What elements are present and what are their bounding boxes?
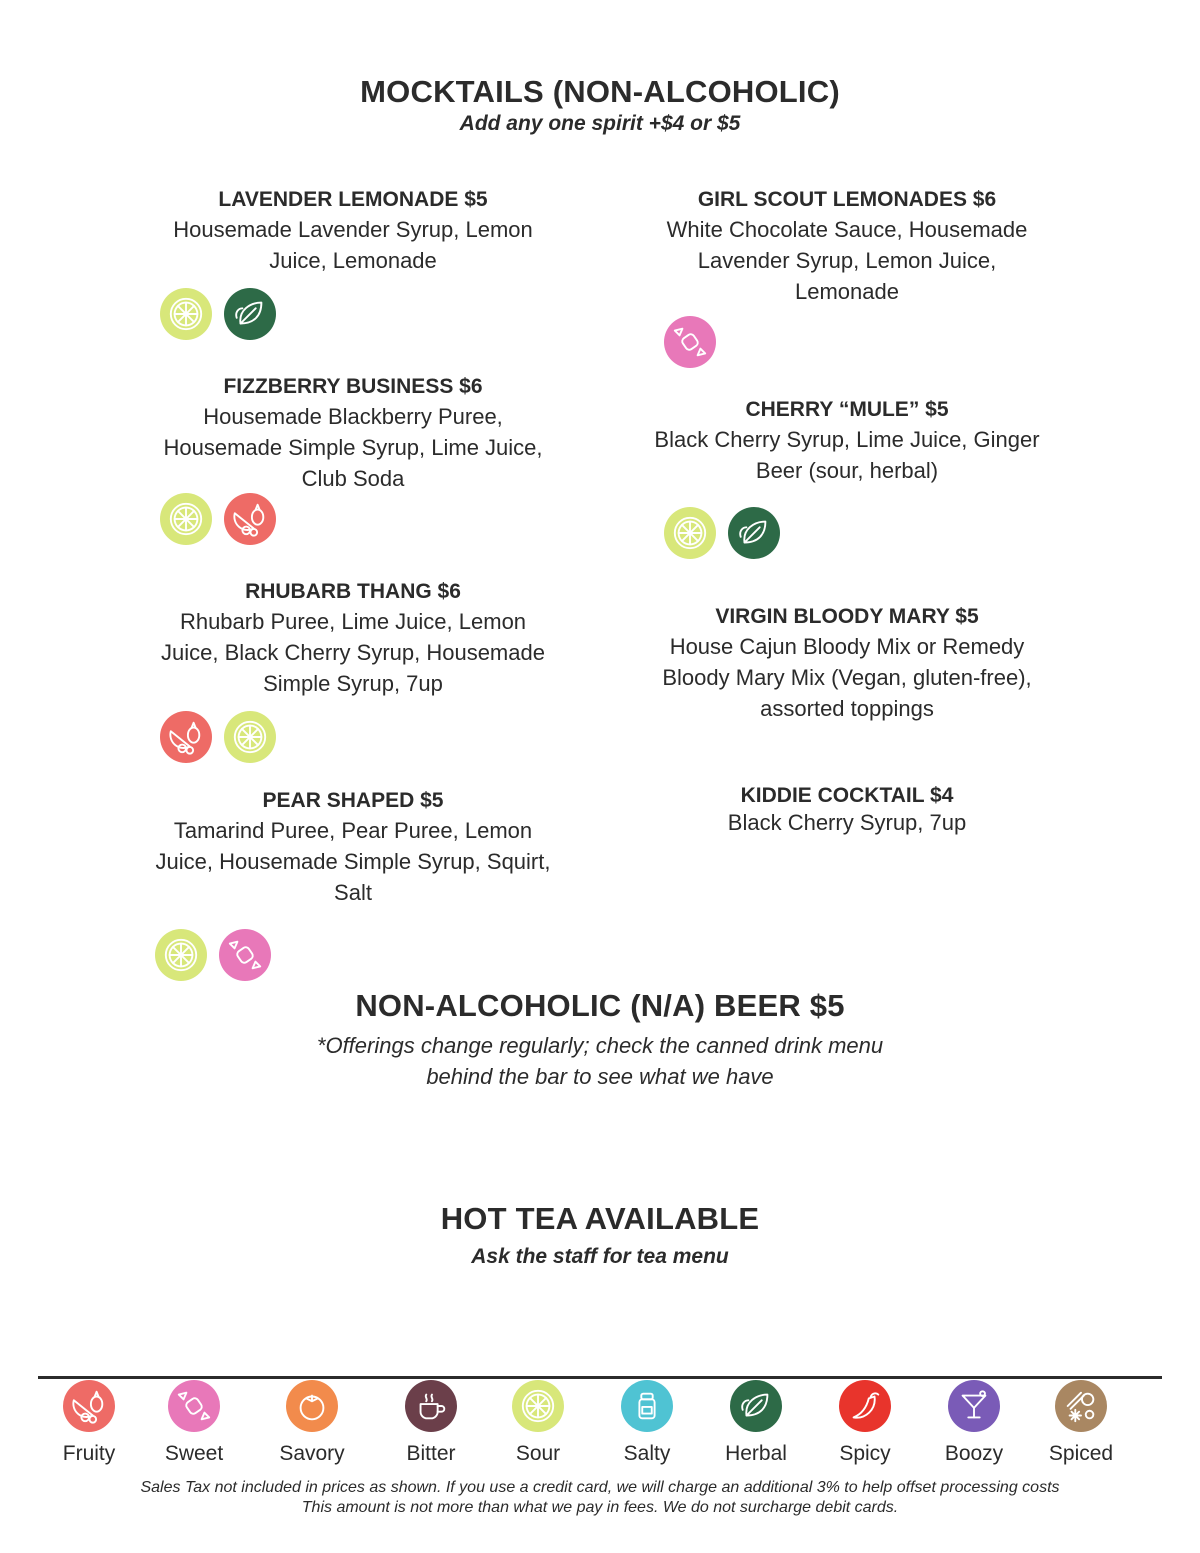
item-desc-line: Juice, Housemade Simple Syrup, Squirt, <box>155 849 551 874</box>
menu-item-fizzberry-business <box>128 373 578 494</box>
menu-item-pear-shaped <box>128 787 578 908</box>
legend-fruity <box>34 1380 144 1466</box>
legend-boozy <box>919 1380 1029 1466</box>
item-flavor-icons <box>664 316 716 368</box>
lime-slice-icon <box>224 711 276 763</box>
item-title: LAVENDER LEMONADE $5 <box>218 188 488 211</box>
lime-slice-icon <box>512 1380 564 1432</box>
legend-label: Bitter <box>406 1442 456 1465</box>
legend-label: Herbal <box>725 1442 787 1465</box>
legend-label: Sweet <box>164 1442 224 1465</box>
chili-pepper-icon <box>839 1380 891 1432</box>
item-flavor-icons <box>664 507 780 559</box>
spice-icon <box>1055 1380 1107 1432</box>
item-desc-line: Lemonade <box>795 279 899 304</box>
beer-note-line: behind the bar to see what we have <box>426 1064 774 1089</box>
item-title: FIZZBERRY BUSINESS $6 <box>223 375 483 398</box>
item-desc-line: Salt <box>334 880 372 905</box>
tomato-icon <box>286 1380 338 1432</box>
lime-slice-icon <box>155 929 207 981</box>
menu-item-virgin-bloody-mary <box>622 603 1072 724</box>
lime-slice-icon <box>664 507 716 559</box>
legend-label: Sour <box>515 1442 561 1465</box>
legend-label: Spiced <box>1048 1442 1114 1465</box>
item-flavor-icons <box>155 929 271 981</box>
item-desc-line: Lavender Syrup, Lemon Juice, <box>697 248 997 273</box>
item-title: CHERRY “MULE” $5 <box>745 398 949 421</box>
legend-salty <box>592 1380 702 1466</box>
legend-spicy <box>810 1380 920 1466</box>
menu-item-girl-scout-lemonades <box>622 186 1072 307</box>
item-desc-line: Beer (sour, herbal) <box>755 458 939 483</box>
item-title: GIRL SCOUT LEMONADES $6 <box>697 188 997 211</box>
fruit-icon <box>224 493 276 545</box>
item-desc-line: House Cajun Bloody Mix or Remedy <box>669 634 1025 659</box>
leaf-icon <box>224 288 276 340</box>
menu-item-cherry-mule <box>622 396 1072 486</box>
candy-icon <box>168 1380 220 1432</box>
item-desc-line: Black Cherry Syrup, Lime Juice, Ginger <box>654 427 1040 452</box>
item-desc-line: Juice, Lemonade <box>269 248 437 273</box>
lime-slice-icon <box>160 288 212 340</box>
beer-note-line: *Offerings change regularly; check the canned drink menu <box>316 1033 884 1058</box>
legend-label: Fruity <box>62 1442 116 1465</box>
legend-herbal <box>701 1380 811 1466</box>
item-title: VIRGIN BLOODY MARY $5 <box>715 605 979 628</box>
footer-tax-note: Sales Tax not included in prices as shown. If you use a credit card, we will charge an additional 3% to help offset processing costs <box>140 1479 1060 1496</box>
item-desc-line: Juice, Black Cherry Syrup, Housemade <box>161 640 545 665</box>
item-desc-line: Bloody Mary Mix (Vegan, gluten-free), <box>662 665 1032 690</box>
item-flavor-icons <box>160 711 276 763</box>
legend-sour <box>483 1380 593 1466</box>
legend-divider <box>38 1376 1162 1379</box>
item-title: PEAR SHAPED $5 <box>262 789 444 812</box>
item-desc-line: Tamarind Puree, Pear Puree, Lemon <box>173 818 533 843</box>
fruit-icon <box>63 1380 115 1432</box>
menu-item-lavender-lemonade <box>128 186 578 276</box>
item-desc-line: Black Cherry Syrup, 7up <box>727 810 967 835</box>
footer-fee-note: This amount is not more than what we pay in fees. We do not surcharge debit cards. <box>301 1499 899 1516</box>
salt-shaker-icon <box>621 1380 673 1432</box>
legend-label: Savory <box>279 1442 345 1465</box>
leaf-icon <box>730 1380 782 1432</box>
item-desc-line: White Chocolate Sauce, Housemade <box>666 217 1028 242</box>
leaf-icon <box>728 507 780 559</box>
candy-icon <box>664 316 716 368</box>
item-desc-line: Simple Syrup, 7up <box>263 671 443 696</box>
legend-savory <box>257 1380 367 1466</box>
lime-slice-icon <box>160 493 212 545</box>
menu-item-rhubarb-thang <box>128 578 578 699</box>
item-title: RHUBARB THANG $6 <box>245 580 461 603</box>
legend-label: Salty <box>623 1442 671 1465</box>
legend-label: Boozy <box>944 1442 1004 1465</box>
coffee-cup-icon <box>405 1380 457 1432</box>
item-desc-line: Rhubarb Puree, Lime Juice, Lemon <box>179 609 527 634</box>
item-desc-line: Housemade Simple Syrup, Lime Juice, <box>163 435 543 460</box>
beer-section-title: NON-ALCOHOLIC (N/A) BEER $5 <box>355 988 845 1023</box>
item-title: KIDDIE COCKTAIL $4 <box>740 784 954 807</box>
item-desc-line: Housemade Blackberry Puree, <box>203 404 503 429</box>
item-flavor-icons <box>160 493 276 545</box>
item-flavor-icons <box>160 288 276 340</box>
legend-bitter <box>376 1380 486 1466</box>
legend-sweet <box>139 1380 249 1466</box>
fruit-icon <box>160 711 212 763</box>
page-title: MOCKTAILS (NON-ALCOHOLIC) <box>360 74 840 109</box>
tea-note: Ask the staff for tea menu <box>471 1245 729 1268</box>
legend-label: Spicy <box>839 1442 891 1465</box>
legend-spiced <box>1026 1380 1136 1466</box>
candy-icon <box>219 929 271 981</box>
item-desc-line: Housemade Lavender Syrup, Lemon <box>173 217 533 242</box>
menu-item-kiddie-cocktail <box>622 782 1072 836</box>
item-desc-line: assorted toppings <box>760 696 934 721</box>
martini-glass-icon <box>948 1380 1000 1432</box>
page-subtitle: Add any one spirit +$4 or $5 <box>459 112 741 135</box>
item-desc-line: Club Soda <box>301 466 405 491</box>
tea-section-title: HOT TEA AVAILABLE <box>440 1201 760 1236</box>
